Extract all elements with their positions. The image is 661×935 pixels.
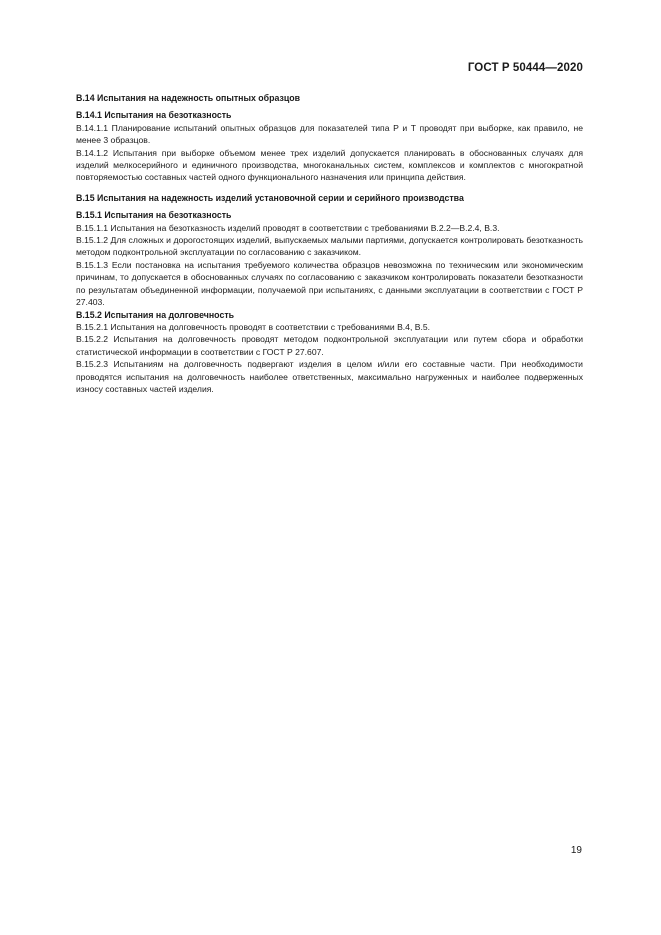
paragraph-text: В.15.2.1 Испытания на долговечность проводят в соответствии с требованиями В.4, В.5. (76, 321, 431, 332)
paragraph-b15-2-1 (76, 321, 583, 333)
paragraph-b14-1-1 (76, 122, 583, 147)
page-number: 19 (570, 845, 582, 856)
subsection-heading-b15-2: В.15.2 Испытания на долговечность (76, 309, 235, 320)
subsection-heading-b15-1: В.15.1 Испытания на безотказность (76, 210, 232, 221)
paragraph-text: В.15.2.2 Испытания на долговечность проводят методом подконтрольной эксплуатации или путем сбора и обработки статистической информации в соответствии с ГОСТ Р 27.607. (76, 334, 583, 357)
paragraph-text: В.15.1.1 Испытания на безотказность изделий проводят в соответствии с требованиями В.2.2—В.2.4, В.3. (76, 222, 500, 233)
section-heading-b15: В.15 Испытания на надежность изделий установочной серии и серийного производства (76, 192, 464, 203)
paragraph-text: В.15.2.3 Испытаниям на долговечность подвергают изделия в целом и/или его составные части. При необходимости проводятся испытания на долговечность наиболее ответственных, максимально нагруженных и наиболее подверженных износу составных частей изделия. (76, 359, 583, 394)
paragraph-text: В.14.1.2 Испытания при выборке объемом менее трех изделий допускается планировать в обоснованных случаях для изделий мелкосерийного и единичного производства, многоканальных систем, комплексов и комплектов с многократной повторяемостью составных частей одного функционального назначения или принципа действия. (76, 147, 583, 183)
document-body (76, 92, 583, 395)
subsection-heading-b14-1: В.14.1 Испытания на безотказность (76, 110, 232, 121)
paragraph-b15-1-2 (76, 234, 583, 259)
paragraph-text: В.14.1.1 Планирование испытаний опытных образцов для показателей типа P и T проводят при выборке, как правило, не менее 3 образцов. (76, 122, 583, 146)
document-header (468, 62, 583, 74)
section-heading-b14: В.14 Испытания на надежность опытных образцов (76, 93, 301, 103)
paragraph-b15-1-3 (76, 259, 583, 309)
paragraph-b14-1-2 (76, 147, 583, 184)
paragraph-text: В.15.1.3 Если постановка на испытания требуемого количества образцов невозможна по техническим или экономическим причинам, то допускается в обоснованных случаях по согласованию с заказчиком контролировать показатели безотказности по результатам объединенной информации, получаемой при испытаниях, с данными эксплуатации в соответствии с ГОСТ Р 27.403. (76, 259, 583, 308)
paragraph-b15-2-2 (76, 333, 583, 358)
standard-code: ГОСТ Р 50444—2020 (467, 62, 583, 74)
paragraph-b15-1-1 (76, 222, 583, 234)
paragraph-text: В.15.1.2 Для сложных и дорогостоящих изделий, выпускаемых малыми партиями, допускается контролировать безотказность методом подконтрольной эксплуатации по согласованию с заказчиком. (76, 235, 583, 258)
paragraph-b15-2-3 (76, 358, 583, 395)
